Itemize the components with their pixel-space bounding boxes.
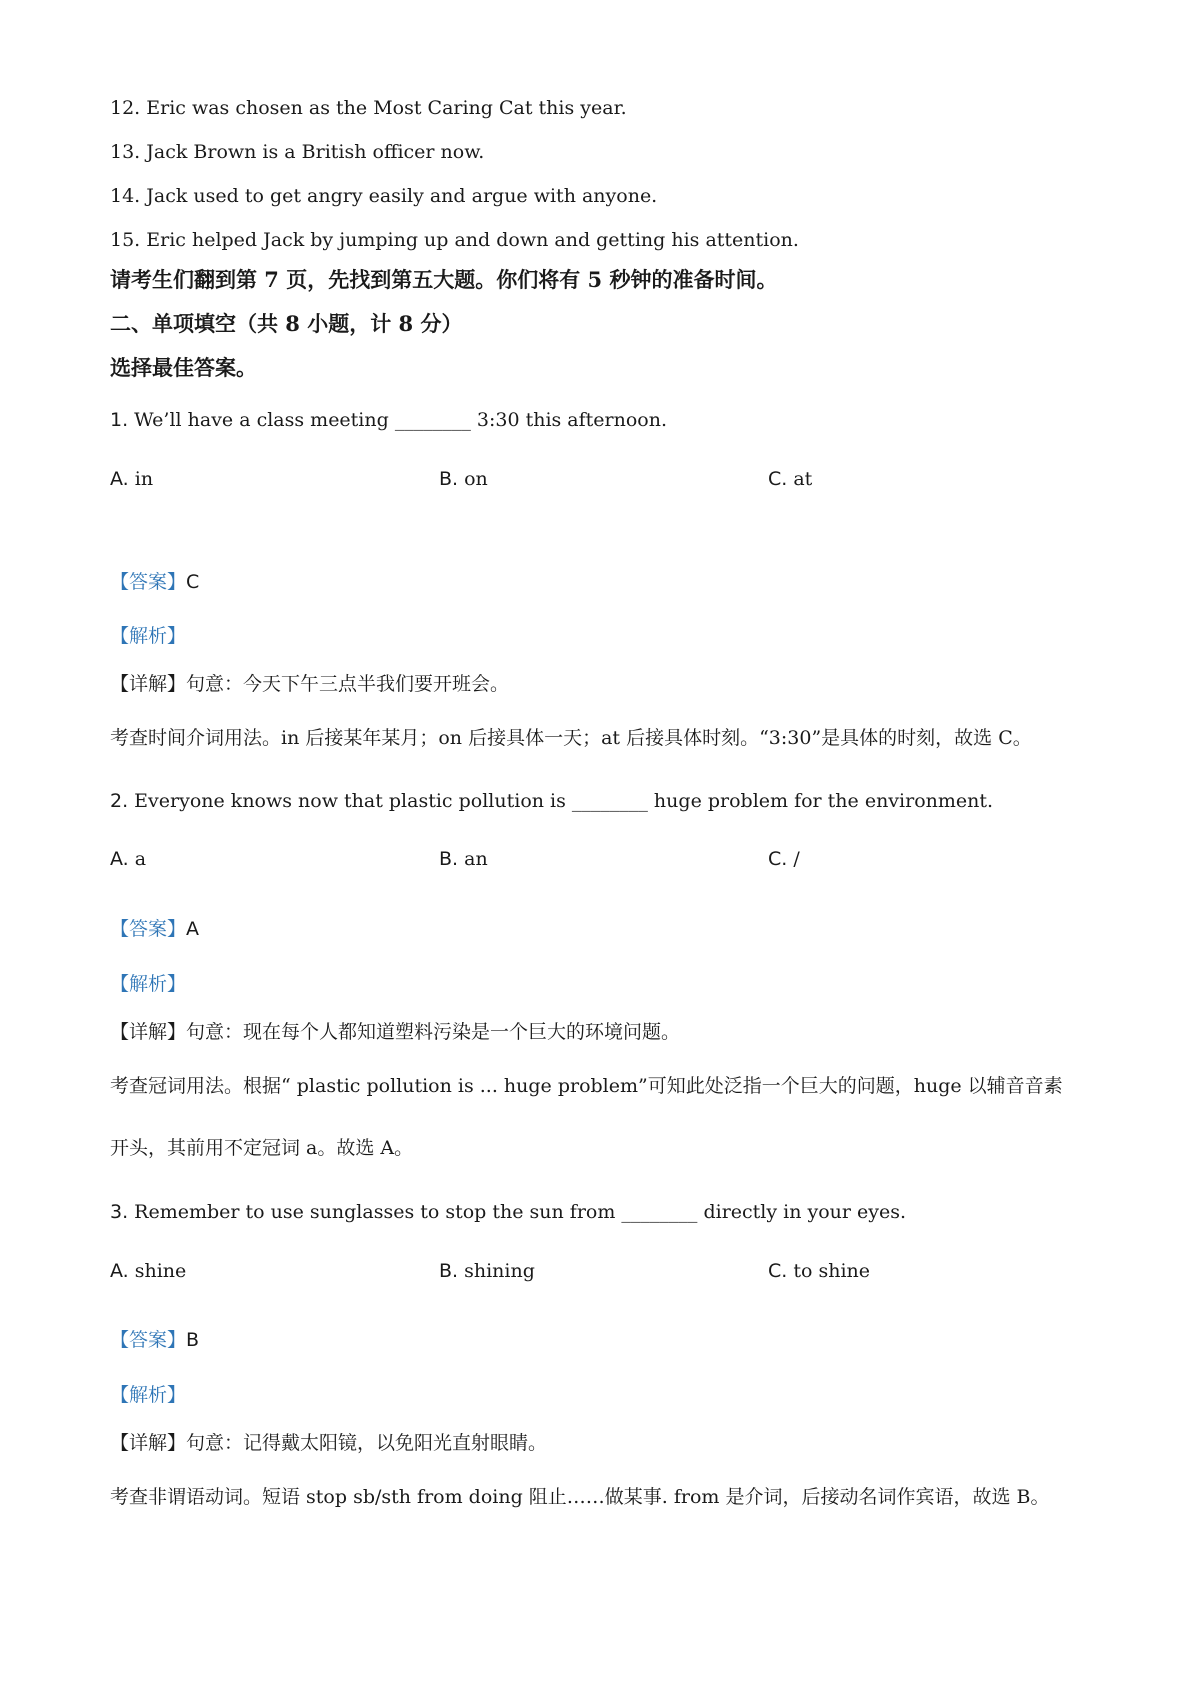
question-3-option-b <box>439 1259 535 1283</box>
question-2-stem <box>110 789 993 813</box>
question-2-option-b <box>439 847 488 871</box>
question-number: 3. <box>110 1201 129 1223</box>
option-text: an <box>458 848 488 870</box>
question-1-explanation: 考查时间介词用法。in 后接某年某月；on 后接具体一天；at 后接具体时刻。“3:30”是具体的时刻，故选 C。 <box>110 727 1032 749</box>
option-text: shine <box>128 1260 187 1282</box>
option-letter: C. <box>768 1260 788 1282</box>
option-text: on <box>458 468 488 490</box>
question-1-detail: 【详解】句意：今天下午三点半我们要开班会。 <box>110 673 510 695</box>
question-1-analysis-label: 【解析】 <box>110 625 187 647</box>
statement-12: 12. Eric was chosen as the Most Caring Cat this year. <box>110 97 627 119</box>
option-letter: B. <box>439 1260 459 1282</box>
question-2-option-c <box>768 847 800 871</box>
option-letter: B. <box>439 468 459 490</box>
option-text: / <box>787 848 800 870</box>
question-2-analysis-label: 【解析】 <box>110 973 187 995</box>
question-3-stem <box>110 1200 906 1224</box>
question-text: Remember to use sunglasses to stop the sun from ________ directly in your eyes. <box>128 1201 907 1223</box>
question-3-answer <box>110 1328 199 1352</box>
answer-value: A <box>186 918 200 940</box>
section-instruction: 选择最佳答案。 <box>110 355 257 380</box>
answer-label: 【答案】 <box>110 1329 187 1351</box>
question-3-detail: 【详解】句意：记得戴太阳镜，以免阳光直射眼睛。 <box>110 1432 548 1454</box>
question-2-explanation-line-2: 开头，其前用不定冠词 a。故选 A。 <box>110 1137 414 1159</box>
statement-13: 13. Jack Brown is a British officer now. <box>110 141 485 163</box>
section-title: 二、单项填空（共 8 小题，计 8 分） <box>110 311 463 336</box>
question-3-option-c <box>768 1259 870 1283</box>
option-letter: C. <box>768 468 788 490</box>
option-letter: A. <box>110 848 129 870</box>
statement-14: 14. Jack used to get angry easily and argue with anyone. <box>110 185 658 207</box>
question-2-detail: 【详解】句意：现在每个人都知道塑料污染是一个巨大的环境问题。 <box>110 1021 681 1043</box>
option-letter: A. <box>110 1260 129 1282</box>
question-1-answer <box>110 570 199 594</box>
page-instruction: 请考生们翻到第 7 页，先找到第五大题。你们将有 5 秒钟的准备时间。 <box>110 267 778 292</box>
question-3-analysis-label: 【解析】 <box>110 1384 187 1406</box>
statement-15: 15. Eric helped Jack by jumping up and down and getting his attention. <box>110 229 799 251</box>
question-1-stem <box>110 408 667 432</box>
question-1-option-c <box>768 467 812 491</box>
question-text: Everyone knows now that plastic pollution is ________ huge problem for the environment. <box>128 790 994 812</box>
option-letter: A. <box>110 468 129 490</box>
option-text: in <box>128 468 154 490</box>
option-text: to shine <box>787 1260 871 1282</box>
option-text: a <box>128 848 147 870</box>
answer-value: C <box>186 571 200 593</box>
question-1-option-b <box>439 467 488 491</box>
option-letter: B. <box>439 848 459 870</box>
question-1-option-a <box>110 467 153 491</box>
answer-label: 【答案】 <box>110 918 187 940</box>
question-2-answer <box>110 917 199 941</box>
option-text: at <box>787 468 813 490</box>
option-text: shining <box>458 1260 535 1282</box>
question-number: 2. <box>110 790 129 812</box>
question-3-explanation: 考查非谓语动词。短语 stop sb/sth from doing 阻止……做某事. from 是介词，后接动名词作宾语，故选 B。 <box>110 1486 1050 1508</box>
question-text: We’ll have a class meeting ________ 3:30 this afternoon. <box>128 409 668 431</box>
question-2-option-a <box>110 847 146 871</box>
option-letter: C. <box>768 848 788 870</box>
question-number: 1. <box>110 409 129 431</box>
question-3-option-a <box>110 1259 186 1283</box>
answer-label: 【答案】 <box>110 571 187 593</box>
question-2-explanation-line-1: 考查冠词用法。根据“ plastic pollution is ... huge problem”可知此处泛指一个巨大的问题，huge 以辅音音素 <box>110 1075 1063 1097</box>
answer-value: B <box>186 1329 200 1351</box>
